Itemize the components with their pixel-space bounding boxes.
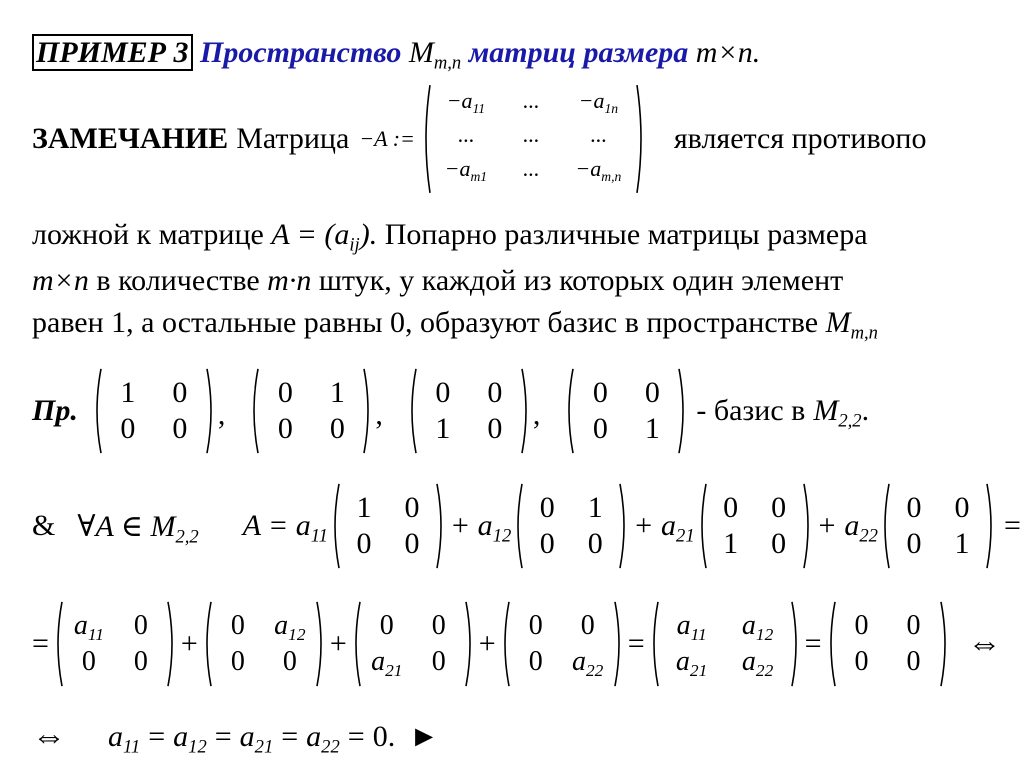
basis-matrix (330, 483, 446, 569)
matrix-entry: 0 (528, 610, 543, 641)
comma: , (532, 398, 541, 431)
basis-matrix (407, 368, 531, 454)
coefficient: $a_{22}$ (306, 720, 340, 758)
matrix-entry: $-a_{1n}$ (578, 88, 619, 116)
matrix-entry: ... (522, 156, 540, 181)
matrix-entry: ... (590, 122, 607, 147)
coefficient: $A = a_{11}$ (242, 509, 328, 547)
matrix-entry: 0 (906, 491, 922, 524)
coefficient: $a_{21}$ (239, 720, 274, 758)
iff-symbol: ⇔ (32, 718, 66, 755)
m-times-n: m×n (32, 264, 89, 297)
remark-line3b: штук, у каждой из которых один элемент (318, 264, 844, 297)
right-paren (986, 483, 996, 569)
left-paren (826, 601, 836, 687)
matrix-entry: 0 (404, 527, 420, 560)
right-paren (465, 601, 475, 687)
matrix-entry: $a_{21}$ (675, 646, 708, 681)
equals-sign: = (214, 720, 232, 753)
matrix-entry: 0 (587, 527, 603, 560)
left-paren (202, 601, 212, 687)
matrix-entry: $a_{12}$ (741, 610, 774, 645)
equals-sign: = (1003, 509, 1021, 542)
right-paren (619, 483, 629, 569)
heading-title-pre: Пространство (200, 36, 402, 69)
matrix-entry: 0 (592, 412, 608, 445)
matrix-entry: 0 (954, 491, 970, 524)
coefficient: + $a_{12}$ (449, 509, 512, 547)
matrix-entry: 1 (954, 527, 970, 560)
right-paren (521, 368, 531, 454)
matrix-entry: 0 (539, 491, 555, 524)
left-paren (421, 84, 431, 194)
iff-symbol: ⇔ (967, 625, 1002, 662)
equals-sign: = (804, 627, 822, 660)
matrix-entry: $-a_{11}$ (446, 88, 486, 116)
basis-space-M: $M_{2,2}$ (813, 394, 862, 432)
neg-a-definition: −A := (359, 126, 415, 151)
matrix-entry: 0 (771, 527, 787, 560)
matrix-entry: 0 (282, 646, 297, 677)
left-paren (330, 483, 340, 569)
remark-text2: является противопо (673, 122, 927, 155)
plus-sign: + (329, 627, 347, 660)
matrix-entry: 0 (133, 610, 148, 641)
matrix-entry: 1 (120, 376, 136, 409)
basis-matrix (880, 483, 996, 569)
matrix-entry: $a_{22}$ (741, 646, 774, 681)
example-prefix: Пр. (32, 394, 78, 427)
right-paren (206, 368, 216, 454)
left-paren (53, 601, 63, 687)
left-paren (500, 601, 510, 687)
remark-line3 (32, 264, 843, 298)
matrix-entry: 0 (771, 491, 787, 524)
comma: , (375, 398, 383, 431)
left-paren (564, 368, 574, 454)
matrix-entry: 0 (172, 412, 188, 445)
forall-A-in-M: ∀A ∈ $M_{2,2}$ (77, 509, 199, 547)
coefficient: + $a_{22}$ (816, 509, 878, 547)
matrix-entry: $-a_{m,n}$ (575, 156, 622, 184)
right-paren (316, 601, 326, 687)
matrix-entry: 0 (431, 646, 446, 677)
basis-matrix-grid (574, 368, 678, 454)
matrix-entry: 0 (81, 646, 96, 677)
right-paren (678, 368, 688, 454)
matrix-entry: $-a_{m1}$ (444, 156, 488, 184)
heading-M: $M_{m,n}$ (408, 36, 462, 74)
matrix-entry: 0 (644, 376, 660, 409)
matrix-entry: 1 (329, 376, 345, 409)
expansion-line (32, 478, 1021, 574)
remark-line2b: Попарно различные матрицы размера (384, 218, 868, 251)
matrix-entry: 1 (435, 412, 451, 445)
matrix-entry: 0 (723, 491, 739, 524)
matrix-entry: 0 (487, 376, 503, 409)
remark-text1: Матрица (236, 122, 350, 155)
matrix-entry: ... (522, 122, 540, 147)
m-dot-n: m·n (267, 264, 312, 297)
remark-line (32, 84, 926, 194)
sum-matrix (202, 601, 326, 687)
space-M-mn: $M_{m,n}$ (825, 306, 878, 344)
conclusion-line (32, 718, 439, 756)
remark-line2a: ложной к матрице (32, 218, 264, 251)
basis-matrix-grid (707, 483, 803, 569)
zero-result: 0. (372, 720, 396, 753)
left-paren (513, 483, 523, 569)
basis-matrix-grid (340, 483, 436, 569)
heading-title-mid: матриц размера (468, 36, 689, 69)
equals-sign: = (627, 627, 645, 660)
example-line (32, 366, 869, 456)
sum-matrix-grid (510, 601, 614, 687)
matrix-entry: 0 (404, 491, 420, 524)
right-paren (614, 601, 624, 687)
matrix-entry: 0 (854, 610, 869, 641)
sum-matrix (351, 601, 475, 687)
basis-matrix (92, 368, 216, 454)
matrix-entry: 0 (435, 376, 451, 409)
right-paren (791, 601, 801, 687)
period: . (861, 394, 870, 427)
matrix-entry: 0 (539, 527, 555, 560)
left-paren (92, 368, 102, 454)
matrix-entry: $a_{11}$ (676, 610, 707, 645)
sum-matrix (500, 601, 624, 687)
comma: , (217, 398, 226, 431)
matrix-entry: 0 (528, 646, 543, 677)
basis-suffix: - базис в (696, 394, 806, 427)
matrix-entry: 0 (133, 646, 148, 677)
matrix-entry: 0 (854, 646, 869, 677)
equals-sign: = (347, 720, 365, 753)
matrix-entry: 1 (723, 527, 739, 560)
ampersand: & (32, 509, 56, 542)
remark-line4-text: равен 1, а остальные равны 0, образуют базис в пространстве (32, 306, 819, 339)
sum-matrix-grid (836, 601, 940, 687)
basis-matrix-grid (102, 368, 206, 454)
neg-a-matrix (421, 84, 646, 194)
left-paren (407, 368, 417, 454)
coefficient: + $a_{21}$ (633, 509, 695, 547)
matrix-entry: ... (522, 88, 540, 113)
basis-matrix (697, 483, 813, 569)
remark-line3a: в количестве (96, 264, 260, 297)
remark-label: ЗАМЕЧАНИЕ (32, 122, 229, 155)
equals-sign: = (32, 627, 49, 660)
remark-line2 (32, 218, 868, 256)
basis-matrix-grid (890, 483, 986, 569)
matrix-entry: 0 (906, 610, 921, 641)
basis-matrix-grid (523, 483, 619, 569)
matrix-entry: 0 (906, 646, 921, 677)
matrix-entry: 0 (906, 527, 922, 560)
coefficient: $a_{11}$ (108, 720, 141, 758)
right-paren (940, 601, 950, 687)
right-paren (803, 483, 813, 569)
basis-matrix (249, 368, 373, 454)
heading-dims: m×n. (695, 36, 761, 69)
sum-matrix-grid (212, 601, 316, 687)
matrix-entry: 1 (587, 491, 603, 524)
neg-a-matrix-grid (431, 84, 636, 194)
coefficient: $a_{12}$ (173, 720, 207, 758)
matrix-entry: $a_{12}$ (274, 610, 306, 645)
matrix-entry: 0 (277, 412, 293, 445)
matrix-entry: 0 (592, 376, 608, 409)
right-paren (636, 84, 646, 194)
left-paren (249, 368, 259, 454)
sum-matrix (826, 601, 950, 687)
left-paren (351, 601, 361, 687)
example-label: ПРИМЕР 3 (32, 34, 193, 71)
matrix-entry: 0 (329, 412, 345, 445)
equals-sign: = (281, 720, 299, 753)
matrix-entry: 1 (644, 412, 660, 445)
basis-matrix (564, 368, 688, 454)
basis-matrix (513, 483, 629, 569)
matrix-entry: 0 (172, 376, 188, 409)
matrix-entry: 0 (120, 412, 136, 445)
left-paren (880, 483, 890, 569)
plus-sign: + (478, 627, 496, 660)
sum-matrix (649, 601, 801, 687)
sum-line (32, 596, 1002, 692)
remark-line4 (32, 306, 878, 344)
matrix-entry: 0 (230, 646, 245, 677)
left-paren (697, 483, 707, 569)
basis-matrix-grid (259, 368, 363, 454)
qed-mark: ► (409, 720, 439, 753)
sum-matrix (53, 601, 177, 687)
left-paren (649, 601, 659, 687)
heading (32, 36, 761, 74)
right-paren (167, 601, 177, 687)
matrix-entry: 0 (230, 610, 245, 641)
matrix-entry: 0 (431, 610, 446, 641)
matrix-entry: 0 (379, 610, 394, 641)
matrix-entry: $a_{21}$ (371, 646, 403, 681)
matrix-entry: 0 (487, 412, 503, 445)
matrix-entry: $a_{22}$ (572, 646, 604, 681)
matrix-entry: $a_{11}$ (73, 610, 104, 645)
plus-sign: + (180, 627, 198, 660)
right-paren (363, 368, 373, 454)
matrix-entry: 0 (356, 527, 372, 560)
sum-matrix-grid (63, 601, 167, 687)
equals-sign: = (148, 720, 166, 753)
a-equals-aij: $A = (a_{ij})$. (271, 218, 378, 256)
matrix-entry: 0 (580, 610, 595, 641)
matrix-entry: 1 (356, 491, 372, 524)
matrix-entry: 0 (277, 376, 293, 409)
sum-matrix-grid (659, 601, 791, 687)
basis-matrix-grid (417, 368, 521, 454)
right-paren (436, 483, 446, 569)
matrix-entry: ... (457, 122, 475, 147)
sum-matrix-grid (361, 601, 465, 687)
